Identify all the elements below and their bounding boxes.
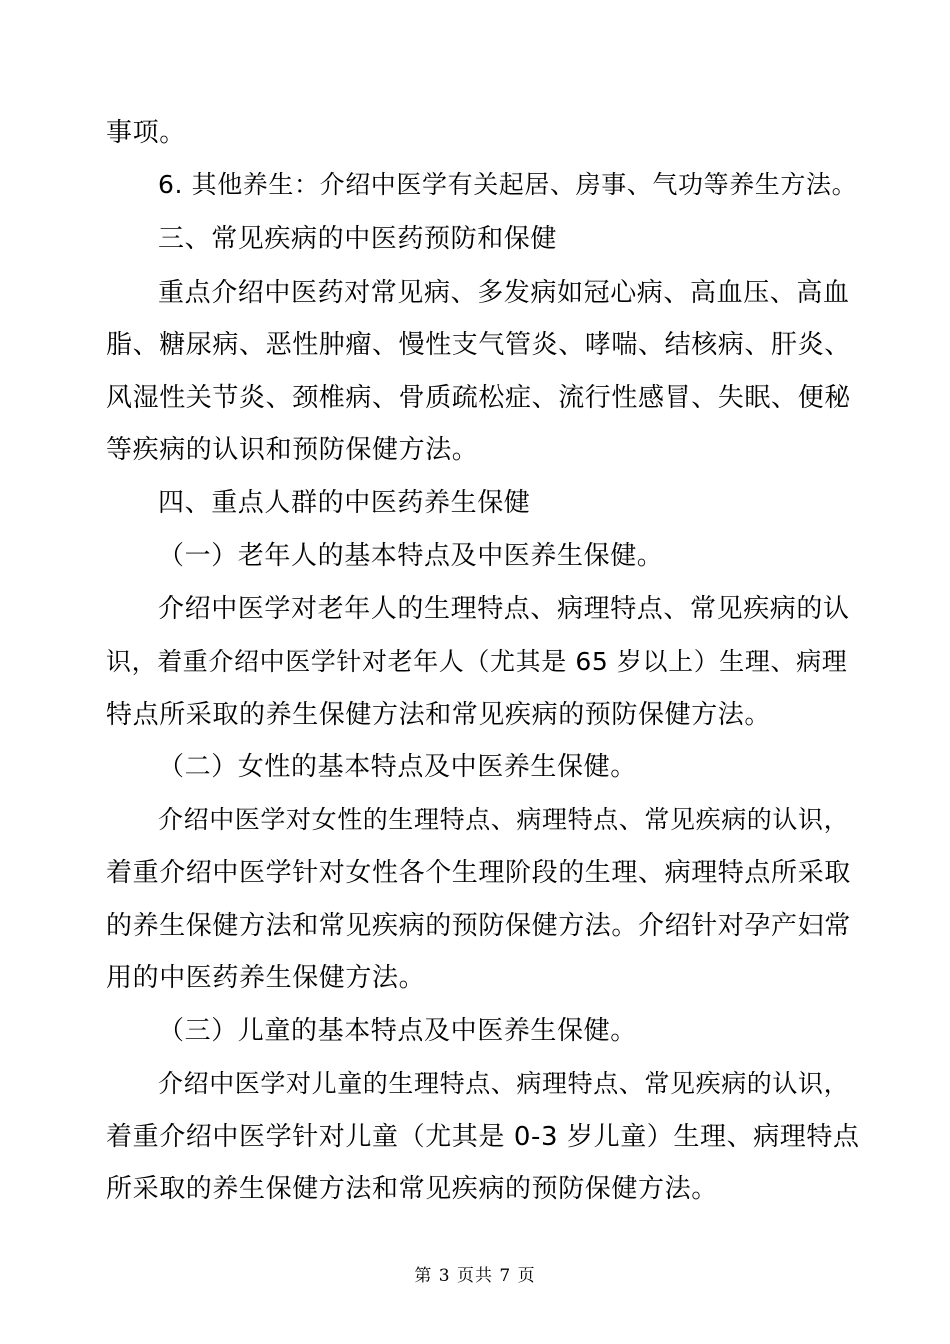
text-line: 所采取的养生保健方法和常见疾病的预防保健方法。 — [106, 1174, 718, 1204]
text-line: 介绍中医学对女性的生理特点、病理特点、常见疾病的认识， — [158, 805, 850, 834]
text-line: 着重介绍中医学针对儿童（尤其是 0-3 岁儿童）生理、病理特点 — [106, 1122, 860, 1152]
section-heading: 三、常见疾病的中医药预防和保健 — [158, 224, 558, 254]
text-line: 特点所采取的养生保健方法和常见疾病的预防保健方法。 — [106, 700, 772, 730]
text-line: 用的中医药养生保健方法。 — [106, 963, 426, 993]
text-line: 事项。 — [106, 118, 186, 148]
text-line: 识，着重介绍中医学针对老年人（尤其是 65 岁以上）生理、病理 — [106, 647, 848, 676]
text-line: 6. 其他养生：介绍中医学有关起居、房事、气功等养生方法。 — [158, 170, 858, 199]
text-line: 的养生保健方法和常见疾病的预防保健方法。介绍针对孕产妇常 — [106, 911, 851, 941]
text-line: 重点介绍中医药对常见病、多发病如冠心病、高血压、高血 — [158, 278, 850, 308]
text-line: 等疾病的认识和预防保健方法。 — [106, 435, 479, 465]
text-line: 介绍中医学对儿童的生理特点、病理特点、常见疾病的认识， — [158, 1069, 850, 1098]
text-line: 脂、糖尿病、恶性肿瘤、慢性支气管炎、哮喘、结核病、肝炎、 — [106, 330, 851, 360]
subsection-heading: （一）老年人的基本特点及中医养生保健。 — [158, 541, 664, 571]
page-number-footer: 第 3 页共 7 页 — [414, 1266, 536, 1286]
text-line: 风湿性关节炎、颈椎病、骨质疏松症、流行性感冒、失眠、便秘 — [106, 383, 851, 413]
subsection-heading: （二）女性的基本特点及中医养生保健。 — [158, 752, 637, 782]
section-heading: 四、重点人群的中医药养生保健 — [158, 488, 531, 518]
text-line: 着重介绍中医学针对女性各个生理阶段的生理、病理特点所采取 — [106, 858, 851, 888]
subsection-heading: （三）儿童的基本特点及中医养生保健。 — [158, 1016, 637, 1046]
text-line: 介绍中医学对老年人的生理特点、病理特点、常见疾病的认 — [158, 594, 850, 624]
